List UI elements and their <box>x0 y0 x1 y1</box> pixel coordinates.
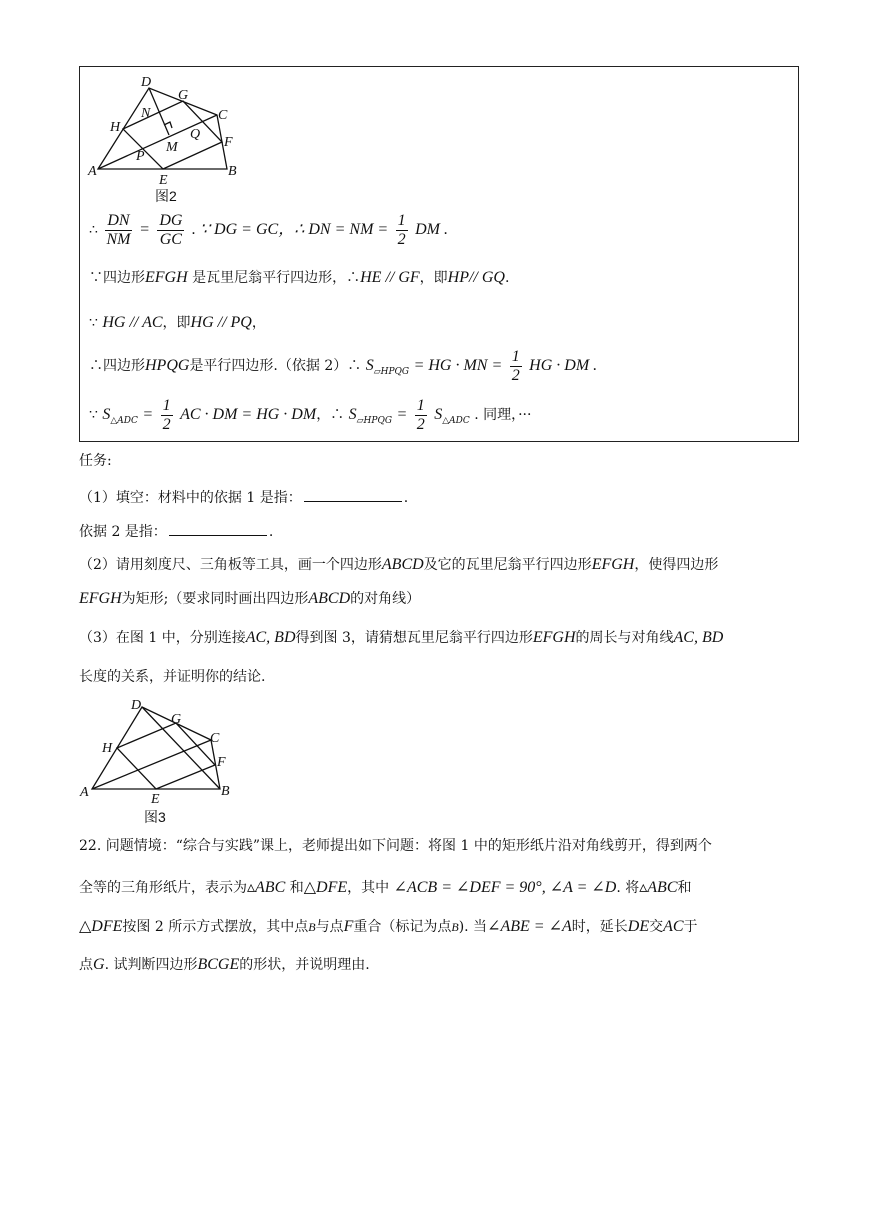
task-3-line-1: （3）在图 1 中，分别连接AC, BD得到图 3，请猜想瓦里尼翁平行四边形EFGH的周长与对角线AC, BD <box>79 629 724 646</box>
fig3-label-A: A <box>80 785 89 800</box>
task-3-line-2: 长度的关系，并证明你的结论. <box>79 669 266 685</box>
task-1-line-2: 依据 2 是指： . <box>79 524 274 540</box>
box-line-5: ∵ $S_{\triangle ADC}$ = $\frac{1}{2}$ AC · DM = HG · DM，∴ $S_{▱HPQG}$ = $\frac{1}{2}$ $S_{\triangle ADC}$ . 同理，··· <box>89 397 532 433</box>
fig2-label-Q: Q <box>190 127 201 142</box>
fig2-label-D: D <box>141 75 152 90</box>
box-line-1: ∴ $\frac{DN}{NM}$ = $\frac{DG}{GC}$ . ∵ DG = GC，∴ DN = NM = $\frac{1}{2}$ DM . <box>89 212 448 248</box>
fig3-caption: 图3 <box>144 809 166 825</box>
fig3-label-F: F <box>217 755 226 770</box>
q22-line-1: 22. 问题情境：“综合与实践”课上，老师提出如下问题：将图 1 中的矩形纸片沿对角线剪开，得到两个 <box>79 838 712 854</box>
fig2-label-P: P <box>136 149 145 164</box>
fig2-label-F: F <box>224 135 233 150</box>
fig3-label-C: C <box>210 731 220 746</box>
fig3-label-G: G <box>171 712 182 727</box>
fig3-label-H: H <box>102 741 113 756</box>
task-2-line-2: EFGH为矩形;（要求同时画出四边形ABCD的对角线） <box>79 590 421 607</box>
task-1-blank-2 <box>169 523 267 536</box>
fig2-label-A: A <box>88 164 97 179</box>
fig2-label-G: G <box>178 88 189 103</box>
fig2-label-B: B <box>228 164 237 179</box>
figure-2 <box>86 72 246 206</box>
tasks-heading: 任务: <box>79 453 112 469</box>
task-1-line: （1）填空：材料中的依据 1 是指： . <box>79 490 409 506</box>
figure-3 <box>78 696 238 828</box>
q22-line-2: 全等的三角形纸片，表示为▵ABC 和△DFE，其中 ∠ACB = ∠DEF = 90°, ∠A = ∠D. 将▵ABC和 <box>79 879 692 896</box>
fig2-caption: 图2 <box>155 188 177 204</box>
task-1-blank <box>304 489 402 502</box>
fig2-label-M: M <box>166 140 178 155</box>
box-line-4: ∴四边形HPQG是平行四边形.（依据 2）∴ $S_{▱HPQG}$ = HG · MN = $\frac{1}{2}$ HG · DM . <box>89 348 598 384</box>
q22-line-3: △DFE按图 2 所示方式摆放，其中点B与点F重合（标记为点B). 当∠ABE = ∠A时，延长DE交AC于 <box>79 918 698 935</box>
fig3-label-D: D <box>131 698 142 713</box>
fig2-label-E: E <box>159 173 168 188</box>
fig2-label-H: H <box>110 120 121 135</box>
box-line-3: ∵ HG // AC，即HG // PQ， <box>89 314 266 331</box>
box-line-2: ∵四边形EFGH 是瓦里尼翁平行四边形，∴HE // GF，即HP// GQ. <box>89 269 510 286</box>
fig2-label-C: C <box>218 108 228 123</box>
fig3-label-E: E <box>151 792 160 807</box>
task-2-line-1: （2）请用刻度尺、三角板等工具，画一个四边形ABCD及它的瓦里尼翁平行四边形EFGH，使得四边形 <box>79 556 719 573</box>
fig2-label-N: N <box>141 106 151 121</box>
q22-line-4: 点G. 试判断四边形BCGE的形状，并说明理由. <box>79 956 370 973</box>
fig3-label-B: B <box>221 784 230 799</box>
